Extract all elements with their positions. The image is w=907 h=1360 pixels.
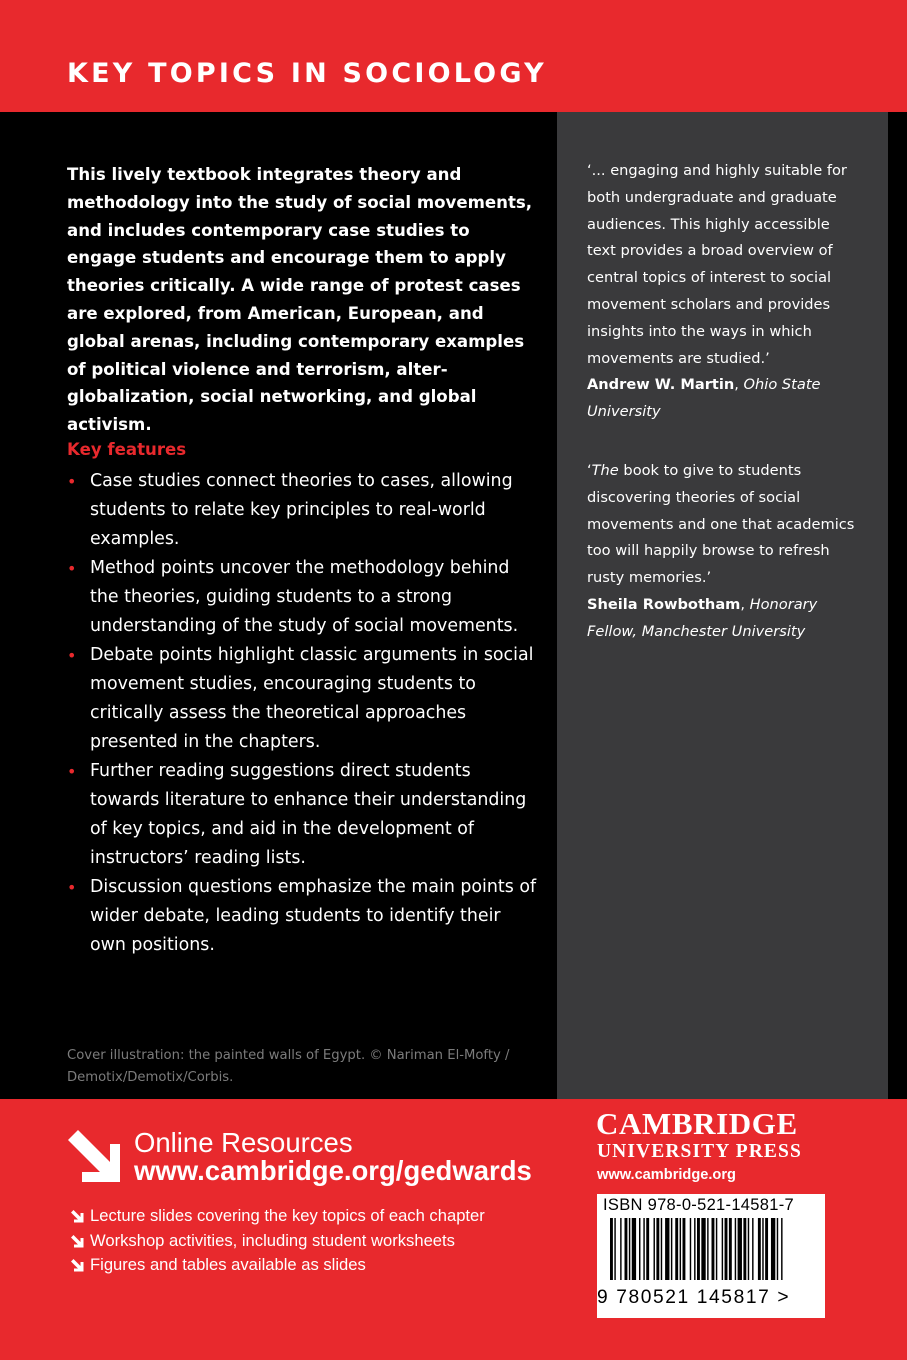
barcode-bar [781,1218,782,1280]
barcode-bar [683,1218,686,1280]
barcode-bar [614,1218,615,1280]
arrow-down-right-icon [66,1128,122,1184]
isbn-label: ISBN 978-0-521-14581-7 [603,1196,794,1214]
barcode-bar [646,1218,649,1280]
online-resources-list [71,1204,485,1278]
barcode-bar [629,1218,630,1280]
endorsement-quote: ‘The book to give to students discovering theories of social movements and one that academics too will happily browse to refresh rusty memories.’ [587,462,855,587]
online-resources-url[interactable]: www.cambridge.org/gedwards [134,1155,532,1186]
feature-item [67,467,537,554]
feature-item [67,757,537,873]
barcode-bar [675,1218,678,1280]
cover-credit: Cover illustration: the painted walls of Egypt. © Nariman El-Mofty / Demotix/Demotix/Corbis. [67,1048,510,1085]
barcode-bar [656,1218,659,1280]
endorsement-2 [587,458,857,646]
barcode-bar [610,1218,613,1280]
resource-text: Workshop activities, including student worksheets [90,1230,455,1250]
endorsement-emphasis: The [591,462,619,479]
endorsement-attribution: Sheila Rowbotham, Honorary Fellow, Manchester University [587,595,818,640]
barcode-bars [597,1218,825,1280]
key-features-heading: Key features [67,440,187,459]
publisher-url[interactable]: www.cambridge.org [597,1167,736,1183]
barcode-bar [725,1218,728,1280]
barcode-bar [654,1218,655,1280]
barcode-bar [639,1218,640,1280]
barcode-bar [661,1218,662,1280]
barcode-bar [716,1218,717,1280]
bullet-icon: • [67,559,77,578]
endorser-name: Sheila Rowbotham [587,595,741,613]
barcode-bar [738,1218,742,1280]
barcode-bar [701,1218,705,1280]
barcode-bar [748,1218,749,1280]
feature-text: Debate points highlight classic arguments in social movement studies, encouraging students to critically assess the theoretical approaches presented in the chapters. [90,645,534,752]
barcode-bar [762,1218,763,1280]
feature-item [67,641,537,757]
series-title: KEY TOPICS IN SOCIOLOGY [67,58,547,89]
feature-item [67,554,537,641]
endorser-affiliation: Ohio State University [587,376,821,421]
arrow-down-right-icon [71,1210,84,1223]
barcode-bar [743,1218,746,1280]
resource-text: Lecture slides covering the key topics of each chapter [90,1206,485,1225]
barcode-bar [758,1218,761,1280]
endorser-affiliation: Honorary Fellow, Manchester University [587,595,818,640]
barcode-bar [690,1218,691,1280]
endorsement-quote: ‘... engaging and highly suitable for both undergraduate and graduate audiences. This highly accessible text provides a broad overview of central topics of interest to social movement scholars and provides insights into the ways in which movements are studied.’ [587,162,847,367]
barcode-bar [771,1218,775,1280]
barcode-bar [680,1218,681,1280]
feature-text: Method points uncover the methodology behind the theories, guiding students to a strong understanding of the study of social movements. [90,558,519,636]
barcode-bar [694,1218,695,1280]
endorsement-attribution: Andrew W. Martin, Ohio State University [587,376,821,421]
barcode-bar [665,1218,669,1280]
barcode-bar [735,1218,736,1280]
key-features-list [67,467,537,960]
barcode-bar [729,1218,732,1280]
barcode-bar [777,1218,778,1280]
resource-item [71,1229,485,1254]
barcode-bar [671,1218,672,1280]
barcode-bar [620,1218,621,1280]
feature-text: Discussion questions emphasize the main points of wider debate, leading students to identify their own positions. [90,877,537,955]
barcode-bar [625,1218,628,1280]
feature-text: Case studies connect theories to cases, allowing students to relate key principles to real-world examples. [90,471,513,549]
feature-item [67,873,537,960]
resource-item [71,1253,485,1278]
bullet-icon: • [67,646,77,665]
barcode-bar [643,1218,644,1280]
series-header-band [0,0,907,112]
arrow-down-right-icon [71,1259,84,1272]
endorsement-1 [587,158,857,426]
barcode-bar [722,1218,723,1280]
arrow-down-right-icon [71,1235,84,1248]
barcode-bar [712,1218,715,1280]
barcode-bar [752,1218,753,1280]
book-description: This lively textbook integrates theory and methodology into the study of social movements, and includes contemporary case studies to engage students and encourage them to apply theories critically. A wide range of protest cases are explored, from American, European, and global arenas, including contemporary examples of political violence and terrorism, alter-globalization, social networking, and global activism. [67,165,533,435]
publisher-subtitle: UNIVERSITY PRESS [597,1141,802,1162]
resource-text: Figures and tables available as slides [90,1255,366,1275]
barcode-bar [632,1218,636,1280]
bullet-icon: • [67,762,77,781]
barcode-bar [765,1218,768,1280]
bullet-icon: • [67,878,77,897]
feature-text: Further reading suggestions direct students towards literature to enhance their understanding of key topics, and aid in the development of instructors’ reading lists. [90,761,527,868]
publisher-name: CAMBRIDGE [596,1106,798,1141]
endorser-name: Andrew W. Martin [587,376,735,394]
barcode-bar [707,1218,708,1280]
online-resources-title: Online Resources [134,1127,353,1158]
bullet-icon: • [67,472,77,491]
barcode-bar [697,1218,700,1280]
resource-item [71,1204,485,1229]
barcode-digits: 9 780521 145817 > [597,1287,791,1308]
barcode [597,1194,825,1318]
